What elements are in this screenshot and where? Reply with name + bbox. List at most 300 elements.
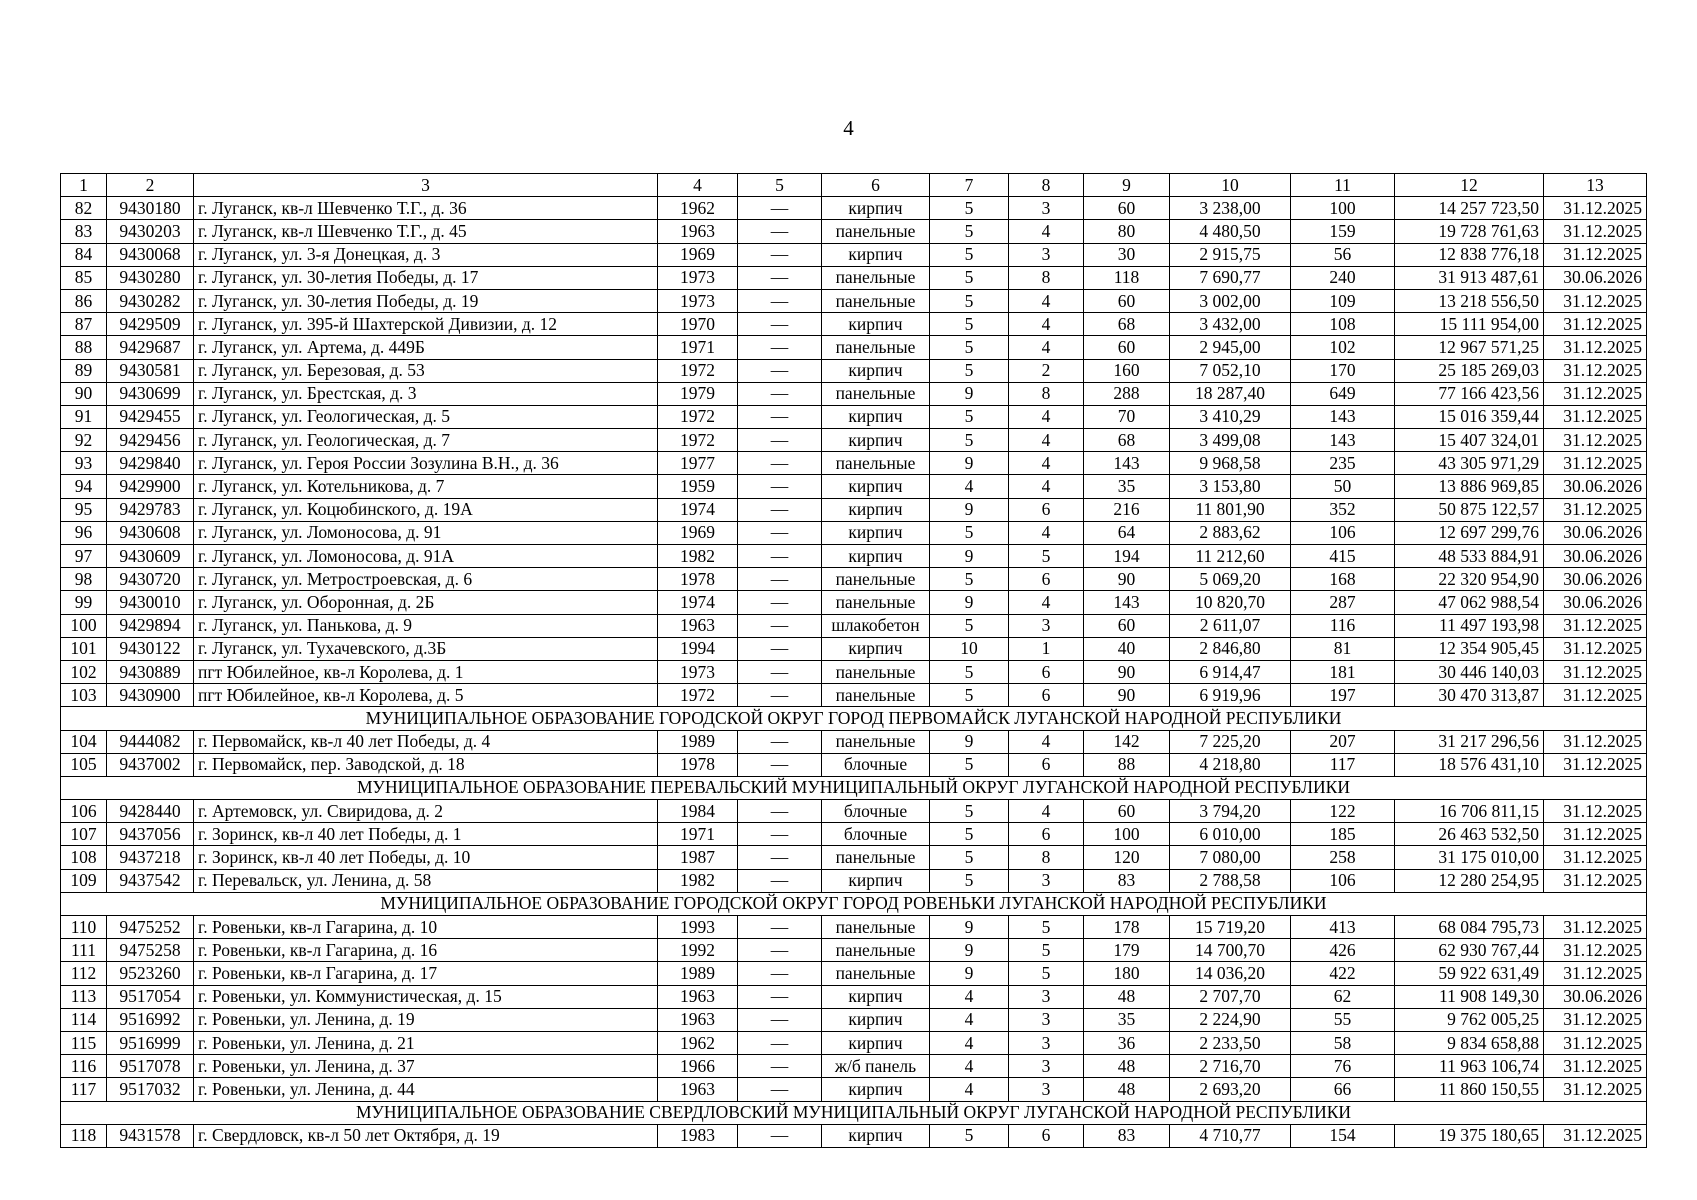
residents-cell: 168: [1291, 568, 1395, 591]
floors-cell: 4: [930, 985, 1009, 1008]
residents-cell: 413: [1291, 916, 1395, 939]
wall-material-cell: панельные: [822, 568, 930, 591]
cost-cell: 22 320 954,90: [1395, 568, 1544, 591]
row-number-cell: 113: [61, 985, 107, 1008]
year-built-cell: 1972: [658, 359, 738, 382]
residents-cell: 56: [1291, 243, 1395, 266]
table-row: [61, 452, 1647, 475]
address-cell: г. Луганск, ул. 30-летия Победы, д. 19: [194, 289, 658, 312]
table-row: [61, 660, 1647, 683]
building-code-cell: 9430280: [107, 266, 194, 289]
area-cell: 6 010,00: [1170, 823, 1291, 846]
column-number-cell: 9: [1084, 174, 1170, 197]
area-cell: 3 432,00: [1170, 313, 1291, 336]
wall-material-cell: панельные: [822, 336, 930, 359]
area-cell: 14 700,70: [1170, 939, 1291, 962]
deadline-cell: 31.12.2025: [1544, 869, 1647, 892]
wall-material-cell: шлакобетон: [822, 614, 930, 637]
year-built-cell: 1977: [658, 452, 738, 475]
deadline-cell: 31.12.2025: [1544, 405, 1647, 428]
year-built-cell: 1987: [658, 846, 738, 869]
address-cell: г. Луганск, ул. Геологическая, д. 5: [194, 405, 658, 428]
building-code-cell: 9475252: [107, 916, 194, 939]
cost-cell: 11 860 150,55: [1395, 1078, 1544, 1101]
row-number-cell: 85: [61, 266, 107, 289]
dash-cell: —: [738, 614, 822, 637]
cost-cell: 14 257 723,50: [1395, 197, 1544, 220]
dash-cell: —: [738, 1055, 822, 1078]
wall-material-cell: панельные: [822, 684, 930, 707]
floors-cell: 5: [930, 405, 1009, 428]
address-cell: г. Ровеньки, кв-л Гагарина, д. 10: [194, 916, 658, 939]
residents-cell: 100: [1291, 197, 1395, 220]
deadline-cell: 31.12.2025: [1544, 220, 1647, 243]
row-number-cell: 116: [61, 1055, 107, 1078]
dash-cell: —: [738, 730, 822, 753]
wall-material-cell: блочные: [822, 823, 930, 846]
address-cell: г. Луганск, ул. Артема, д. 449Б: [194, 336, 658, 359]
dash-cell: —: [738, 521, 822, 544]
row-number-cell: 118: [61, 1124, 107, 1147]
row-number-cell: 102: [61, 660, 107, 683]
row-number-cell: 100: [61, 614, 107, 637]
entrances-cell: 6: [1009, 753, 1084, 776]
column-number-cell: 5: [738, 174, 822, 197]
address-cell: г. Луганск, ул. Ломоносова, д. 91А: [194, 545, 658, 568]
building-code-cell: 9430010: [107, 591, 194, 614]
apartments-cell: 90: [1084, 684, 1170, 707]
table-row: [61, 823, 1647, 846]
area-cell: 15 719,20: [1170, 916, 1291, 939]
row-number-cell: 96: [61, 521, 107, 544]
column-number-cell: 3: [194, 174, 658, 197]
row-number-cell: 94: [61, 475, 107, 498]
table-row: [61, 197, 1647, 220]
area-cell: 4 480,50: [1170, 220, 1291, 243]
row-number-cell: 99: [61, 591, 107, 614]
floors-cell: 5: [930, 753, 1009, 776]
year-built-cell: 1974: [658, 498, 738, 521]
row-number-cell: 101: [61, 637, 107, 660]
table-row: [61, 800, 1647, 823]
address-cell: пгт Юбилейное, кв-л Королева, д. 5: [194, 684, 658, 707]
residents-cell: 62: [1291, 985, 1395, 1008]
table-row: [61, 684, 1647, 707]
table-row: [61, 869, 1647, 892]
building-code-cell: 9429456: [107, 429, 194, 452]
building-code-cell: 9430203: [107, 220, 194, 243]
building-code-cell: 9517078: [107, 1055, 194, 1078]
address-cell: г. Ровеньки, кв-л Гагарина, д. 17: [194, 962, 658, 985]
apartments-cell: 35: [1084, 1008, 1170, 1031]
residents-cell: 108: [1291, 313, 1395, 336]
apartments-cell: 48: [1084, 985, 1170, 1008]
section-header-row: [61, 1101, 1647, 1124]
cost-cell: 11 497 193,98: [1395, 614, 1544, 637]
building-code-cell: 9517032: [107, 1078, 194, 1101]
apartments-cell: 48: [1084, 1078, 1170, 1101]
wall-material-cell: панельные: [822, 846, 930, 869]
year-built-cell: 1963: [658, 614, 738, 637]
cost-cell: 11 963 106,74: [1395, 1055, 1544, 1078]
section-title: МУНИЦИПАЛЬНОЕ ОБРАЗОВАНИЕ ГОРОДСКОЙ ОКРУГ ГОРОД ПЕРВОМАЙСК ЛУГАНСКОЙ НАРОДНОЙ РЕСПУБЛИКИ: [61, 707, 1647, 730]
apartments-cell: 178: [1084, 916, 1170, 939]
residents-cell: 66: [1291, 1078, 1395, 1101]
year-built-cell: 1982: [658, 545, 738, 568]
row-number-cell: 91: [61, 405, 107, 428]
residents-cell: 426: [1291, 939, 1395, 962]
apartments-cell: 142: [1084, 730, 1170, 753]
deadline-cell: 30.06.2026: [1544, 985, 1647, 1008]
area-cell: 2 693,20: [1170, 1078, 1291, 1101]
dash-cell: —: [738, 591, 822, 614]
floors-cell: 5: [930, 243, 1009, 266]
residents-cell: 235: [1291, 452, 1395, 475]
floors-cell: 5: [930, 266, 1009, 289]
wall-material-cell: кирпич: [822, 521, 930, 544]
year-built-cell: 1973: [658, 266, 738, 289]
year-built-cell: 1972: [658, 405, 738, 428]
floors-cell: 5: [930, 800, 1009, 823]
year-built-cell: 1978: [658, 568, 738, 591]
year-built-cell: 1969: [658, 521, 738, 544]
floors-cell: 5: [930, 869, 1009, 892]
building-code-cell: 9429894: [107, 614, 194, 637]
address-cell: г. Луганск, кв-л Шевченко Т.Г., д. 45: [194, 220, 658, 243]
area-cell: 2 224,90: [1170, 1008, 1291, 1031]
year-built-cell: 1972: [658, 429, 738, 452]
residents-cell: 143: [1291, 405, 1395, 428]
table-row: [61, 730, 1647, 753]
deadline-cell: 31.12.2025: [1544, 1124, 1647, 1147]
cost-cell: 15 407 324,01: [1395, 429, 1544, 452]
area-cell: 7 052,10: [1170, 359, 1291, 382]
year-built-cell: 1971: [658, 336, 738, 359]
entrances-cell: 3: [1009, 1031, 1084, 1054]
address-cell: г. Ровеньки, ул. Ленина, д. 37: [194, 1055, 658, 1078]
cost-cell: 30 446 140,03: [1395, 660, 1544, 683]
residents-cell: 109: [1291, 289, 1395, 312]
address-cell: г. Луганск, ул. Метростроевская, д. 6: [194, 568, 658, 591]
cost-cell: 13 218 556,50: [1395, 289, 1544, 312]
dash-cell: —: [738, 289, 822, 312]
address-cell: г. Луганск, ул. Ломоносова, д. 91: [194, 521, 658, 544]
entrances-cell: 3: [1009, 243, 1084, 266]
entrances-cell: 4: [1009, 336, 1084, 359]
apartments-cell: 118: [1084, 266, 1170, 289]
row-number-cell: 97: [61, 545, 107, 568]
entrances-cell: 3: [1009, 1055, 1084, 1078]
area-cell: 2 233,50: [1170, 1031, 1291, 1054]
address-cell: г. Луганск, ул. Героя России Зозулина В.Н., д. 36: [194, 452, 658, 475]
apartments-cell: 60: [1084, 614, 1170, 637]
cost-cell: 48 533 884,91: [1395, 545, 1544, 568]
dash-cell: —: [738, 637, 822, 660]
cost-cell: 12 280 254,95: [1395, 869, 1544, 892]
address-cell: г. Ровеньки, ул. Ленина, д. 19: [194, 1008, 658, 1031]
wall-material-cell: панельные: [822, 266, 930, 289]
wall-material-cell: кирпич: [822, 545, 930, 568]
deadline-cell: 31.12.2025: [1544, 939, 1647, 962]
address-cell: г. Перевальск, ул. Ленина, д. 58: [194, 869, 658, 892]
dash-cell: —: [738, 475, 822, 498]
cost-cell: 16 706 811,15: [1395, 800, 1544, 823]
dash-cell: —: [738, 359, 822, 382]
row-number-cell: 108: [61, 846, 107, 869]
deadline-cell: 31.12.2025: [1544, 684, 1647, 707]
floors-cell: 5: [930, 313, 1009, 336]
table-row: [61, 243, 1647, 266]
residents-cell: 154: [1291, 1124, 1395, 1147]
building-code-cell: 9429509: [107, 313, 194, 336]
building-code-cell: 9444082: [107, 730, 194, 753]
address-cell: г. Луганск, ул. Тухачевского, д.3Б: [194, 637, 658, 660]
building-code-cell: 9437542: [107, 869, 194, 892]
building-code-cell: 9437218: [107, 846, 194, 869]
address-cell: г. Ровеньки, ул. Ленина, д. 21: [194, 1031, 658, 1054]
residents-cell: 240: [1291, 266, 1395, 289]
year-built-cell: 1959: [658, 475, 738, 498]
table-row: [61, 220, 1647, 243]
table-row: [61, 336, 1647, 359]
table-row: [61, 313, 1647, 336]
area-cell: 3 153,80: [1170, 475, 1291, 498]
table-row: [61, 405, 1647, 428]
address-cell: г. Артемовск, ул. Свиридова, д. 2: [194, 800, 658, 823]
building-code-cell: 9430180: [107, 197, 194, 220]
column-number-cell: 1: [61, 174, 107, 197]
area-cell: 2 707,70: [1170, 985, 1291, 1008]
address-cell: г. Ровеньки, кв-л Гагарина, д. 16: [194, 939, 658, 962]
entrances-cell: 8: [1009, 846, 1084, 869]
table-row: [61, 614, 1647, 637]
address-cell: г. Луганск, ул. Брестская, д. 3: [194, 382, 658, 405]
residents-cell: 185: [1291, 823, 1395, 846]
wall-material-cell: кирпич: [822, 1031, 930, 1054]
entrances-cell: 6: [1009, 568, 1084, 591]
area-cell: 14 036,20: [1170, 962, 1291, 985]
wall-material-cell: панельные: [822, 220, 930, 243]
deadline-cell: 31.12.2025: [1544, 197, 1647, 220]
dash-cell: —: [738, 823, 822, 846]
page-number: 4: [843, 116, 854, 140]
floors-cell: 5: [930, 660, 1009, 683]
deadline-cell: 31.12.2025: [1544, 637, 1647, 660]
entrances-cell: 2: [1009, 359, 1084, 382]
table-row: [61, 1031, 1647, 1054]
area-cell: 2 915,75: [1170, 243, 1291, 266]
cost-cell: 43 305 971,29: [1395, 452, 1544, 475]
deadline-cell: 31.12.2025: [1544, 1031, 1647, 1054]
cost-cell: 47 062 988,54: [1395, 591, 1544, 614]
area-cell: 11 212,60: [1170, 545, 1291, 568]
area-cell: 3 238,00: [1170, 197, 1291, 220]
dash-cell: —: [738, 916, 822, 939]
floors-cell: 9: [930, 916, 1009, 939]
floors-cell: 4: [930, 1031, 1009, 1054]
deadline-cell: 31.12.2025: [1544, 846, 1647, 869]
column-number-cell: 4: [658, 174, 738, 197]
table-row: [61, 429, 1647, 452]
apartments-cell: 80: [1084, 220, 1170, 243]
wall-material-cell: кирпич: [822, 405, 930, 428]
residents-cell: 352: [1291, 498, 1395, 521]
year-built-cell: 1971: [658, 823, 738, 846]
cost-cell: 12 354 905,45: [1395, 637, 1544, 660]
entrances-cell: 4: [1009, 220, 1084, 243]
residents-cell: 181: [1291, 660, 1395, 683]
entrances-cell: 8: [1009, 266, 1084, 289]
deadline-cell: 31.12.2025: [1544, 614, 1647, 637]
apartments-cell: 68: [1084, 313, 1170, 336]
row-number-cell: 111: [61, 939, 107, 962]
wall-material-cell: кирпич: [822, 498, 930, 521]
address-cell: пгт Юбилейное, кв-л Королева, д. 1: [194, 660, 658, 683]
address-cell: г. Луганск, ул. Березовая, д. 53: [194, 359, 658, 382]
area-cell: 10 820,70: [1170, 591, 1291, 614]
entrances-cell: 4: [1009, 289, 1084, 312]
column-number-row: [61, 174, 1647, 197]
deadline-cell: 31.12.2025: [1544, 916, 1647, 939]
building-code-cell: 9430581: [107, 359, 194, 382]
apartments-cell: 143: [1084, 591, 1170, 614]
residents-cell: 422: [1291, 962, 1395, 985]
building-code-cell: 9430900: [107, 684, 194, 707]
apartments-cell: 143: [1084, 452, 1170, 475]
table-row: [61, 1078, 1647, 1101]
building-code-cell: 9429455: [107, 405, 194, 428]
entrances-cell: 5: [1009, 962, 1084, 985]
apartments-cell: 68: [1084, 429, 1170, 452]
wall-material-cell: панельные: [822, 591, 930, 614]
building-code-cell: 9430282: [107, 289, 194, 312]
row-number-cell: 112: [61, 962, 107, 985]
table-row: [61, 637, 1647, 660]
cost-cell: 12 967 571,25: [1395, 336, 1544, 359]
year-built-cell: 1972: [658, 684, 738, 707]
area-cell: 6 914,47: [1170, 660, 1291, 683]
row-number-cell: 106: [61, 800, 107, 823]
column-number-cell: 2: [107, 174, 194, 197]
dash-cell: —: [738, 869, 822, 892]
row-number-cell: 117: [61, 1078, 107, 1101]
row-number-cell: 98: [61, 568, 107, 591]
cost-cell: 15 111 954,00: [1395, 313, 1544, 336]
area-cell: 4 710,77: [1170, 1124, 1291, 1147]
entrances-cell: 6: [1009, 684, 1084, 707]
row-number-cell: 87: [61, 313, 107, 336]
entrances-cell: 3: [1009, 614, 1084, 637]
building-code-cell: 9429783: [107, 498, 194, 521]
cost-cell: 30 470 313,87: [1395, 684, 1544, 707]
deadline-cell: 31.12.2025: [1544, 753, 1647, 776]
apartments-cell: 179: [1084, 939, 1170, 962]
area-cell: 6 919,96: [1170, 684, 1291, 707]
residents-cell: 287: [1291, 591, 1395, 614]
entrances-cell: 1: [1009, 637, 1084, 660]
cost-cell: 68 084 795,73: [1395, 916, 1544, 939]
column-number-cell: 6: [822, 174, 930, 197]
wall-material-cell: панельные: [822, 939, 930, 962]
area-cell: 3 794,20: [1170, 800, 1291, 823]
cost-cell: 15 016 359,44: [1395, 405, 1544, 428]
floors-cell: 5: [930, 614, 1009, 637]
year-built-cell: 1966: [658, 1055, 738, 1078]
apartments-cell: 88: [1084, 753, 1170, 776]
residents-cell: 649: [1291, 382, 1395, 405]
cost-cell: 25 185 269,03: [1395, 359, 1544, 382]
deadline-cell: 31.12.2025: [1544, 498, 1647, 521]
apartments-cell: 60: [1084, 289, 1170, 312]
deadline-cell: 31.12.2025: [1544, 289, 1647, 312]
floors-cell: 5: [930, 429, 1009, 452]
residents-cell: 197: [1291, 684, 1395, 707]
area-cell: 9 968,58: [1170, 452, 1291, 475]
address-cell: г. Луганск, ул. 395-й Шахтерской Дивизии, д. 12: [194, 313, 658, 336]
area-cell: 3 410,29: [1170, 405, 1291, 428]
dash-cell: —: [738, 405, 822, 428]
year-built-cell: 1974: [658, 591, 738, 614]
apartments-cell: 120: [1084, 846, 1170, 869]
year-built-cell: 1984: [658, 800, 738, 823]
row-number-cell: 103: [61, 684, 107, 707]
table-row: [61, 591, 1647, 614]
area-cell: 18 287,40: [1170, 382, 1291, 405]
table-row: [61, 568, 1647, 591]
year-built-cell: 1978: [658, 753, 738, 776]
dash-cell: —: [738, 939, 822, 962]
area-cell: 7 225,20: [1170, 730, 1291, 753]
table-row: [61, 382, 1647, 405]
floors-cell: 5: [930, 684, 1009, 707]
dash-cell: —: [738, 846, 822, 869]
dash-cell: —: [738, 313, 822, 336]
building-code-cell: 9430609: [107, 545, 194, 568]
area-cell: 7 690,77: [1170, 266, 1291, 289]
entrances-cell: 3: [1009, 869, 1084, 892]
area-cell: 5 069,20: [1170, 568, 1291, 591]
building-code-cell: 9523260: [107, 962, 194, 985]
table-row: [61, 1055, 1647, 1078]
dash-cell: —: [738, 197, 822, 220]
floors-cell: 5: [930, 823, 1009, 846]
deadline-cell: 31.12.2025: [1544, 359, 1647, 382]
floors-cell: 9: [930, 939, 1009, 962]
cost-cell: 18 576 431,10: [1395, 753, 1544, 776]
wall-material-cell: кирпич: [822, 197, 930, 220]
floors-cell: 4: [930, 1078, 1009, 1101]
address-cell: г. Зоринск, кв-л 40 лет Победы, д. 10: [194, 846, 658, 869]
deadline-cell: 30.06.2026: [1544, 591, 1647, 614]
wall-material-cell: блочные: [822, 753, 930, 776]
area-cell: 2 883,62: [1170, 521, 1291, 544]
cost-cell: 62 930 767,44: [1395, 939, 1544, 962]
floors-cell: 5: [930, 846, 1009, 869]
deadline-cell: 31.12.2025: [1544, 429, 1647, 452]
deadline-cell: 30.06.2026: [1544, 545, 1647, 568]
column-number-cell: 8: [1009, 174, 1084, 197]
entrances-cell: 6: [1009, 1124, 1084, 1147]
residents-cell: 170: [1291, 359, 1395, 382]
year-built-cell: 1994: [658, 637, 738, 660]
floors-cell: 5: [930, 359, 1009, 382]
dash-cell: —: [738, 266, 822, 289]
table-row: [61, 359, 1647, 382]
row-number-cell: 115: [61, 1031, 107, 1054]
table-row: [61, 289, 1647, 312]
building-code-cell: 9430889: [107, 660, 194, 683]
entrances-cell: 5: [1009, 916, 1084, 939]
